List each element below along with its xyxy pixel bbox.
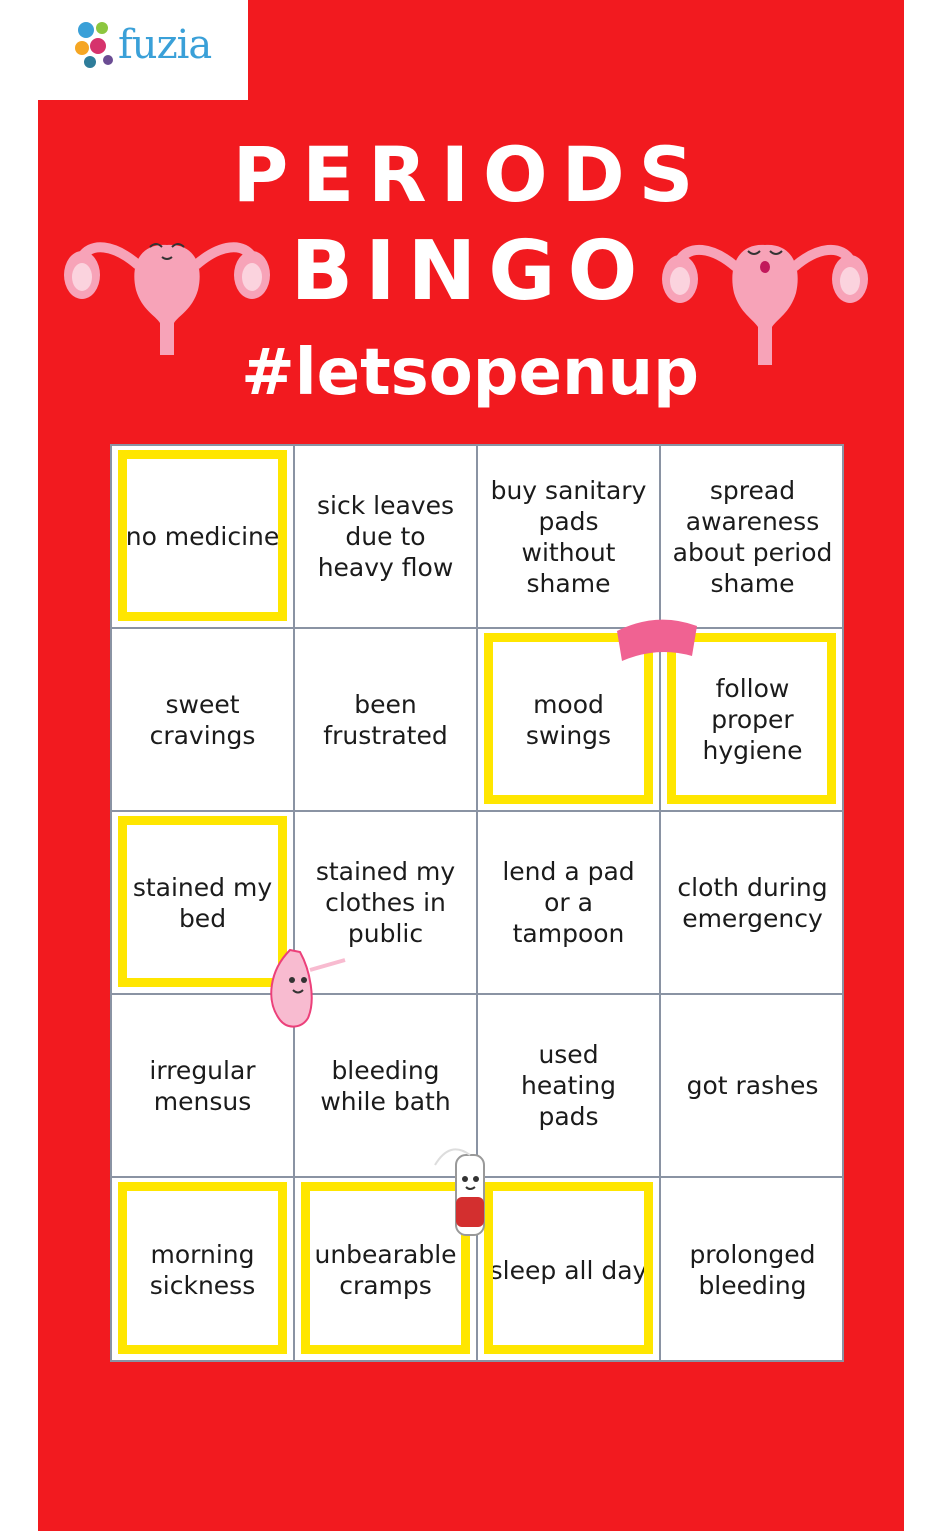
bingo-cell-label: no medicine [125,522,280,551]
bingo-cell-label: sweet cravings [149,689,256,750]
bingo-cell-label: got rashes [686,1071,819,1100]
bingo-cell-label: been frustrated [323,689,448,750]
bingo-cell[interactable] [478,446,661,629]
uterus-icon [660,215,870,370]
bingo-cell-label: prolonged bleeding [689,1240,816,1300]
bingo-cell-label: spread awareness about period shame [672,475,833,598]
bingo-cell[interactable] [112,629,295,812]
bingo-cell-label: unbearable cramps [314,1240,457,1300]
title-line-2: BINGO [290,224,650,319]
bingo-cell-label: cloth during emergency [677,872,828,933]
bingo-cell-label: sick leaves due to heavy flow [317,491,454,582]
bingo-cell-label: buy sanitary pads without shame [490,475,647,598]
bingo-cell-label: bleeding while bath [320,1055,451,1116]
uterus-icon [60,205,275,360]
bingo-cell-label: lend a pad or a tampoon [502,857,635,948]
brand-name: fuzia [118,22,212,68]
hashtag: #letsopenup [241,336,699,410]
tampon-icon [420,1135,510,1245]
bingo-cell-label: mood swings [525,689,612,750]
bingo-cell[interactable] [295,629,478,812]
pad-icon [612,606,702,666]
brand-logo [38,0,248,100]
bingo-cell-label: stained my clothes in public [315,857,456,948]
bingo-cell[interactable] [661,1178,844,1362]
bingo-cell[interactable] [295,446,478,629]
bingo-cell[interactable] [661,446,844,629]
logo-icon [72,18,118,70]
bingo-cell[interactable] [112,446,295,629]
bingo-cell-label: irregular mensus [149,1055,256,1116]
bingo-cell-label: used heating pads [520,1040,616,1131]
bingo-cell-label: sleep all day [489,1255,648,1285]
bingo-cell[interactable] [661,812,844,995]
menstrual-cup-icon [250,940,350,1035]
bingo-cell-label: follow proper hygiene [702,674,803,765]
title-line-1: PERIODS [232,130,708,219]
bingo-cell[interactable] [661,995,844,1178]
bingo-cell[interactable] [112,1178,295,1362]
bingo-cell-label: morning sickness [149,1240,256,1300]
bingo-cell-label: stained my bed [132,872,273,933]
bingo-cell[interactable] [478,812,661,995]
